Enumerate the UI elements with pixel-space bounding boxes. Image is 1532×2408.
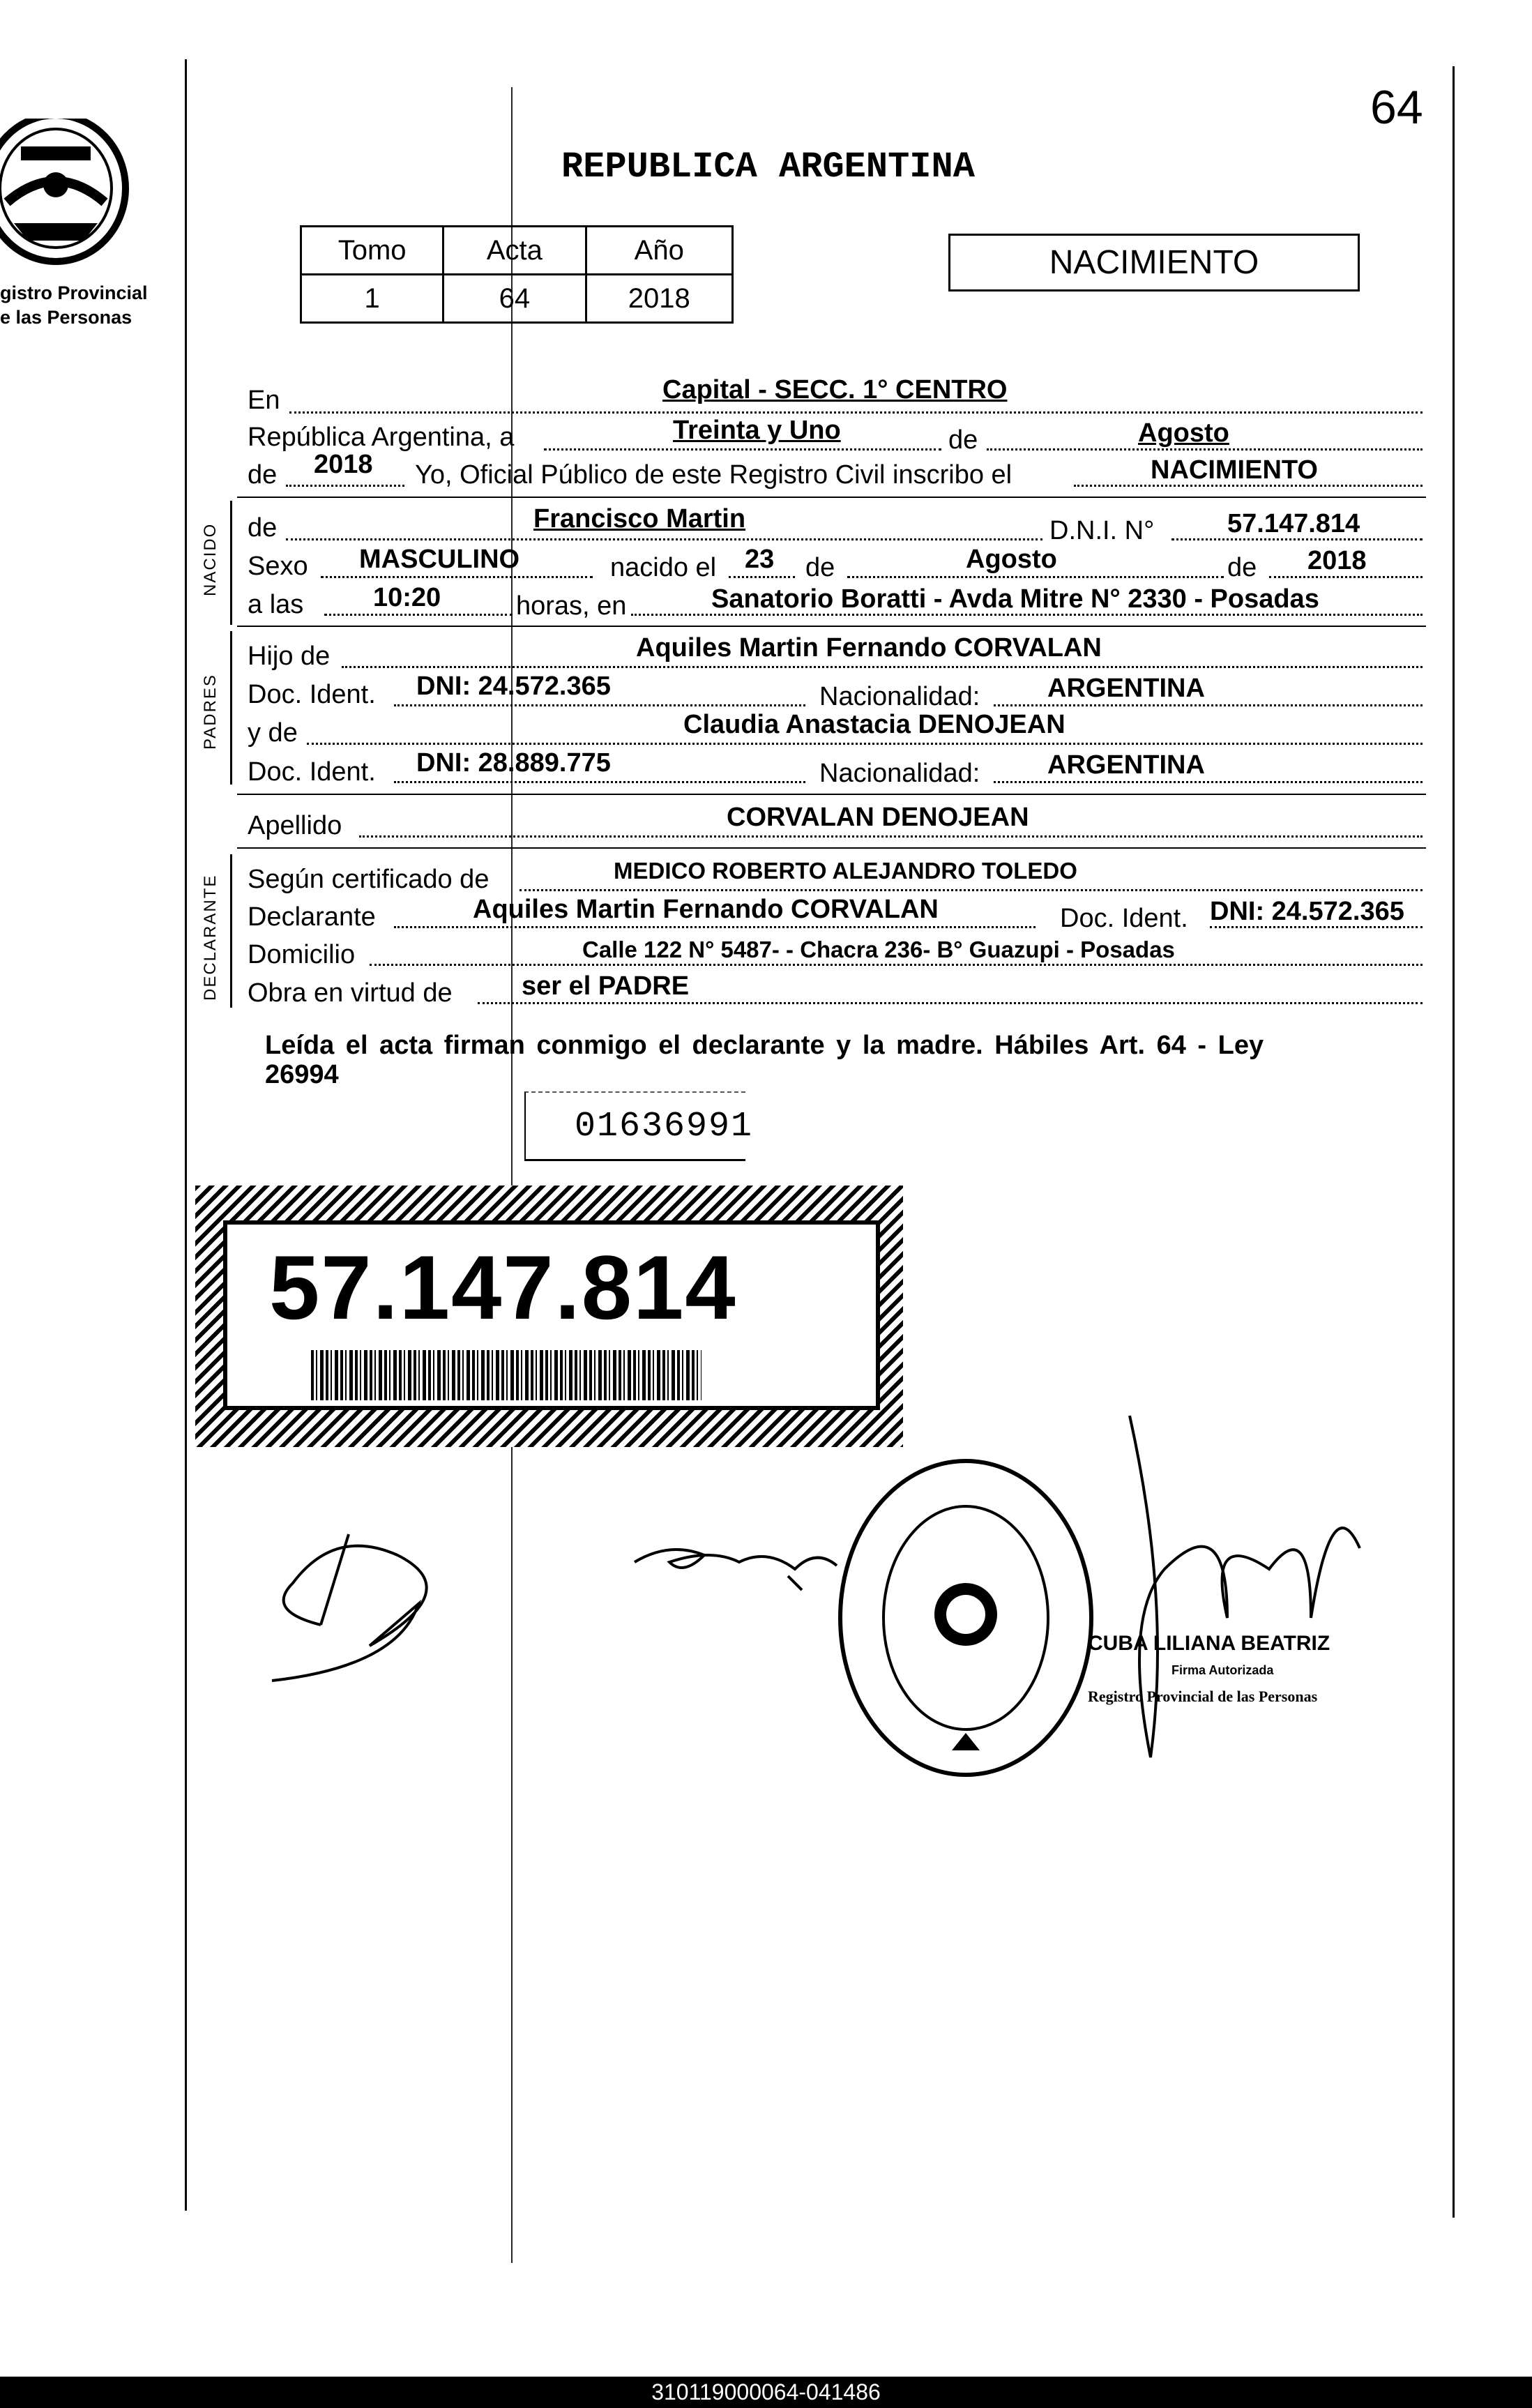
- official-signature: [1102, 1409, 1395, 1778]
- header-separator: [237, 497, 1426, 498]
- official-registry: Registro Provincial de las Personas: [1088, 1688, 1318, 1705]
- declarante-bracket: [230, 854, 232, 1008]
- certificado-label: Según certificado de: [248, 865, 490, 894]
- day-words: Treinta y Uno: [673, 416, 841, 445]
- province-logo: [0, 119, 139, 268]
- ref-header-acta: Acta: [443, 227, 586, 275]
- de-4: de: [805, 553, 835, 582]
- dni-sticker-inner: [223, 1220, 880, 1410]
- dni-value: 57.147.814: [1227, 509, 1360, 538]
- mother-line: [307, 743, 1423, 745]
- apellido-separator: [237, 847, 1426, 849]
- fold-line: [511, 87, 513, 2263]
- padres-bracket: [230, 631, 232, 785]
- closing-line-2: 26994: [265, 1060, 339, 1089]
- name-line: [286, 538, 1042, 540]
- en-value: Capital - SECC. 1° CENTRO: [662, 375, 1008, 404]
- doc-ident-label-1: Doc. Ident.: [248, 680, 376, 709]
- en-label: En: [248, 386, 280, 415]
- sexo-value: MASCULINO: [359, 545, 520, 574]
- obra-line: [478, 1002, 1423, 1004]
- father-name: Aquiles Martin Fernando CORVALAN: [636, 633, 1102, 662]
- declarante-label: Declarante: [248, 902, 376, 932]
- registry-seal: [833, 1454, 1098, 1782]
- time-line: [324, 614, 513, 616]
- apellido-label: Apellido: [248, 811, 342, 840]
- act-value: NACIMIENTO: [1151, 455, 1318, 485]
- padres-side-label: PADRES: [201, 674, 220, 750]
- ref-value-tomo: 1: [301, 275, 443, 323]
- en-line: [289, 411, 1423, 414]
- right-margin-line: [1453, 66, 1455, 2218]
- a-las-label: a las: [248, 590, 304, 619]
- official-text: Yo, Oficial Público de este Registro Civil inscribo el: [415, 460, 1013, 490]
- footer-code: 310119000064-041486: [651, 2379, 881, 2405]
- republica-line-2: [987, 448, 1423, 450]
- registry-seal-icon: [833, 1454, 1098, 1782]
- birth-day-line: [729, 576, 795, 578]
- birth-day: 23: [745, 545, 775, 574]
- mother-nat-line: [994, 781, 1423, 783]
- mother-nationality: ARGENTINA: [1047, 750, 1205, 780]
- signature-icon: [1102, 1409, 1395, 1778]
- ref-header-anio: Año: [586, 227, 732, 275]
- birth-month: Agosto: [966, 545, 1057, 574]
- decl-doc-label: Doc. Ident.: [1060, 904, 1188, 933]
- de-1: de: [948, 425, 978, 455]
- place-line: [631, 614, 1423, 616]
- year: 2018: [314, 450, 373, 479]
- obra-label: Obra en virtud de: [248, 978, 453, 1008]
- misiones-seal-icon: [0, 119, 139, 268]
- de-5: de: [1227, 553, 1257, 582]
- ref-value-acta: 64: [443, 275, 586, 323]
- dni-sticker-number: 57.147.814: [269, 1236, 737, 1338]
- logo-caption-2: e las Personas: [0, 307, 132, 328]
- apellido-line: [359, 835, 1423, 838]
- nacido-bracket: [230, 501, 232, 625]
- nacionalidad-label-2: Nacionalidad:: [819, 759, 980, 788]
- dni-line: [1171, 538, 1423, 540]
- republica-line-1: [544, 448, 941, 450]
- left-margin-line: [185, 59, 187, 2211]
- declarante-value: Aquiles Martin Fernando CORVALAN: [473, 895, 939, 924]
- father-doc: DNI: 24.572.365: [416, 672, 611, 701]
- official-title: Firma Autorizada: [1171, 1663, 1274, 1677]
- obra-value: ser el PADRE: [522, 971, 690, 1001]
- logo-caption-1: gistro Provincial: [0, 282, 148, 303]
- certificado-line: [519, 889, 1423, 891]
- domicilio-label: Domicilio: [248, 940, 356, 969]
- child-name: Francisco Martin: [533, 504, 746, 533]
- year-line: [286, 485, 404, 487]
- sexo-label: Sexo: [248, 552, 308, 581]
- mother-doc: DNI: 28.889.775: [416, 748, 611, 778]
- doc-type: NACIMIENTO: [1049, 244, 1259, 281]
- de-3: de: [248, 513, 278, 543]
- place-value: Sanatorio Boratti - Avda Mitre N° 2330 - Posadas: [711, 584, 1319, 614]
- horas-en-label: horas, en: [516, 591, 627, 621]
- doc-ident-label-2: Doc. Ident.: [248, 757, 376, 787]
- father-line: [342, 666, 1423, 668]
- decl-doc-line: [1210, 926, 1423, 928]
- closing-line-1: Leída el acta firman conmigo el declarante y la madre. Hábiles Art. 64 - Ley: [265, 1031, 1264, 1060]
- republica-label: República Argentina, a: [248, 423, 515, 452]
- signature-icon: [258, 1506, 495, 1695]
- birth-year-line: [1269, 576, 1423, 578]
- stamp-number: 01636991: [575, 1107, 754, 1146]
- footer-bar: [0, 2377, 1532, 2408]
- hijo-de-label: Hijo de: [248, 642, 331, 671]
- certificado-value: MEDICO ROBERTO ALEJANDRO TOLEDO: [614, 858, 1077, 884]
- father-nat-line: [994, 704, 1423, 706]
- sexo-line: [321, 576, 593, 578]
- decl-doc-value: DNI: 24.572.365: [1210, 897, 1404, 926]
- stamp-number-box: [524, 1091, 754, 1161]
- declarant-signature: [258, 1506, 495, 1695]
- signature-icon: [628, 1534, 858, 1618]
- dni-sticker: [195, 1186, 903, 1447]
- domicilio-value: Calle 122 N° 5487- - Chacra 236- B° Guazupi - Posadas: [582, 937, 1175, 962]
- reference-table: [300, 225, 734, 324]
- declarante-side-label: DECLARANTE: [201, 874, 220, 1001]
- de-2: de: [248, 460, 278, 490]
- official-name: CUBA LILIANA BEATRIZ: [1088, 1632, 1330, 1655]
- domicilio-line: [370, 964, 1423, 966]
- nacido-side-label: NACIDO: [201, 522, 220, 596]
- time-value: 10:20: [373, 583, 441, 612]
- padres-separator: [237, 794, 1426, 795]
- nacido-label: nacido el: [610, 553, 717, 582]
- mother-name: Claudia Anastacia DENOJEAN: [683, 710, 1065, 739]
- country-title: REPUBLICA ARGENTINA: [561, 146, 975, 188]
- barcode-icon: [311, 1350, 701, 1400]
- ref-value-anio: 2018: [586, 275, 732, 323]
- declarante-line: [394, 926, 1036, 928]
- apellido-value: CORVALAN DENOJEAN: [727, 803, 1029, 832]
- mother-doc-line: [394, 781, 805, 783]
- month: Agosto: [1138, 418, 1229, 448]
- father-doc-line: [394, 704, 805, 706]
- doc-type-box: [948, 234, 1360, 291]
- nacido-separator: [237, 626, 1426, 627]
- y-de-label: y de: [248, 718, 298, 748]
- act-line: [1074, 485, 1423, 487]
- dni-label: D.N.I. N°: [1049, 516, 1155, 545]
- birth-year: 2018: [1307, 546, 1367, 575]
- nacionalidad-label-1: Nacionalidad:: [819, 682, 980, 711]
- father-nationality: ARGENTINA: [1047, 674, 1205, 703]
- birth-month-line: [847, 576, 1224, 578]
- page-number: 64: [1370, 81, 1423, 134]
- ref-header-tomo: Tomo: [301, 227, 443, 275]
- mother-signature: [628, 1534, 858, 1618]
